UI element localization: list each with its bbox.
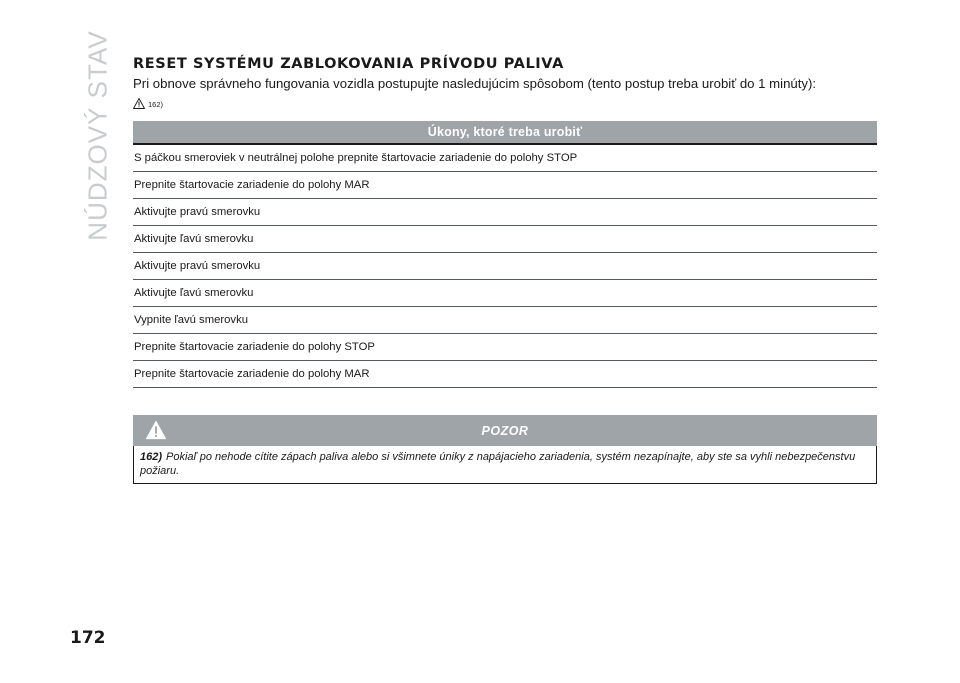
table-row: Aktivujte pravú smerovku (133, 199, 877, 226)
warning-triangle-icon (133, 98, 145, 109)
warning-text: Pokiaľ po nehode cítite zápach paliva alebo si všimnete úniky z napájacieho zariadenia, systém nezapínajte, aby ste sa vyhli nebezpečenstvu požiaru. (140, 451, 856, 477)
chapter-side-label-text: NÚDZOVÝ STAV (82, 29, 113, 241)
section-title: RESET SYSTÉMU ZABLOKOVANIA PRÍVODU PALIVA (133, 56, 564, 72)
table-row: Aktivujte pravú smerovku (133, 253, 877, 280)
table-row: Vypnite ľavú smerovku (133, 307, 877, 334)
reference-marker (133, 96, 877, 110)
section-intro: Pri obnove správneho fungovania vozidla postupujte nasledujúcim spôsobom (tento postup treba urobiť do 1 minúty): (133, 76, 817, 91)
table-row: Aktivujte ľavú smerovku (133, 280, 877, 307)
steps-table-header: Úkony, ktoré treba urobiť (133, 121, 877, 145)
table-row: S páčkou smeroviek v neutrálnej polohe prepnite štartovacie zariadenie do polohy STOP (133, 145, 877, 172)
table-row: Prepnite štartovacie zariadenie do polohy MAR (133, 361, 877, 388)
steps-table (133, 145, 877, 388)
warning-title: POZOR (481, 423, 529, 438)
page-number: 172 (70, 628, 106, 648)
page-content (133, 55, 877, 484)
warning-triangle-icon (145, 419, 167, 441)
chapter-side-label (82, 29, 113, 241)
table-row: Prepnite štartovacie zariadenie do polohy STOP (133, 334, 877, 361)
warning-header (133, 415, 877, 446)
reference-number: 162) (148, 100, 164, 109)
warning-body (133, 446, 877, 484)
warning-reference: 162) (140, 451, 163, 463)
table-row: Prepnite štartovacie zariadenie do polohy MAR (133, 172, 877, 199)
table-row: Aktivujte ľavú smerovku (133, 226, 877, 253)
